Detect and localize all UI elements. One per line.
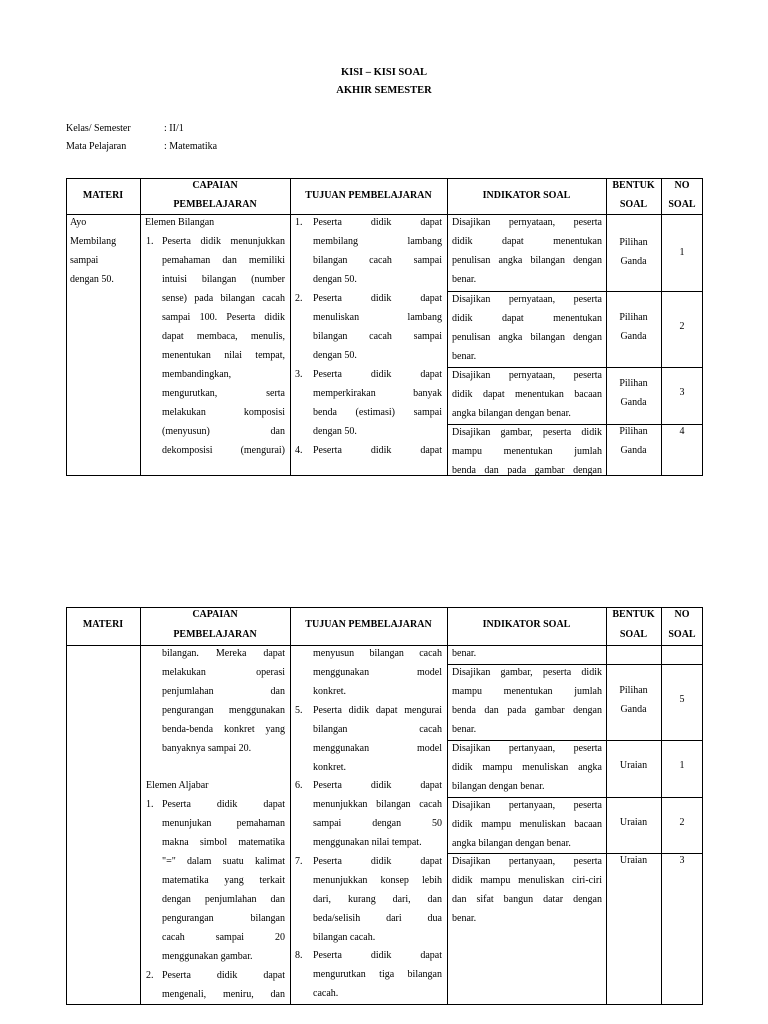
capaian-line: menunjukan pemahaman (162, 818, 285, 829)
capaian-line: dapat membaca, menulis, (162, 331, 285, 342)
capaian-line: dekomposisi (mengurai) (162, 445, 285, 456)
indikator-line: didik dapat menentukan (452, 236, 602, 247)
no-cell: 1 (679, 247, 685, 258)
indikator-line: benda dan pada gambar dengan (452, 465, 602, 476)
kelas-value: : II/1 (164, 123, 184, 134)
indikator-cell (452, 366, 602, 423)
tujuan-item (313, 365, 442, 441)
indikator-cell (452, 423, 602, 480)
tujuan-line: dengan 50. (313, 426, 357, 437)
bentuk-line: Ganda (620, 704, 647, 715)
indikator-line: Disajikan pertanyaan, peserta (452, 856, 602, 867)
table-2-col-divider (140, 607, 141, 1005)
tujuan-number: 8. (295, 950, 303, 961)
capaian-line: banyaknya sampai 20. (162, 743, 252, 754)
materi-line: Membilang (70, 236, 117, 247)
tujuan-line: Peserta didik dapat (313, 369, 442, 380)
tujuan-line: beda/selisih dari dua (313, 913, 442, 924)
document-title: KISI – KISI SOAL (340, 67, 428, 78)
tujuan-line: dengan 50. (313, 350, 357, 361)
indikator-line: didik mampu menuliskan ciri-ciri (452, 875, 602, 886)
header-indikator: INDIKATOR SOAL (482, 190, 571, 201)
capaian-line: cacah sampai 20 (162, 932, 285, 943)
header-materi: MATERI (82, 190, 124, 201)
tujuan-line: menyusun bilangan cacah (313, 648, 442, 659)
tujuan-line: Peserta didik dapat mengurai (313, 705, 442, 716)
tujuan-line: menunjukkan bilangan cacah (313, 799, 442, 810)
bentuk-cell (606, 681, 661, 719)
capaian-cell (145, 213, 285, 232)
indikator-cell (452, 213, 602, 289)
bentuk-line: Uraian (619, 760, 648, 771)
tujuan-line: Peserta didik dapat (313, 780, 442, 791)
indikator-line: angka bilangan dengan benar. (452, 838, 571, 849)
table-1-col-divider (447, 178, 448, 476)
no-cell: 3 (679, 387, 685, 398)
header-indikator: INDIKATOR SOAL (482, 619, 571, 630)
bentuk-cell (606, 851, 661, 870)
bentuk-line: Uraian (619, 817, 648, 828)
capaian-heading-cell (146, 776, 286, 795)
tujuan-line: dengan 50. (313, 274, 357, 285)
mapel-label: Mata Pelajaran (66, 141, 127, 152)
header-bentuk: BENTUK (612, 609, 655, 620)
tujuan-line: menuliskan lambang (313, 312, 442, 323)
header-materi: MATERI (82, 619, 124, 630)
header-no-2: SOAL (668, 629, 696, 640)
materi-line: sampai (70, 255, 99, 266)
tujuan-number: 5. (295, 705, 303, 716)
header-no: NO (674, 609, 690, 620)
capaian-heading: Elemen Bilangan (145, 217, 215, 228)
indikator-line: didik dapat menentukan bacaan (452, 389, 602, 400)
bentuk-line: Pilihan (619, 378, 648, 389)
tujuan-item (313, 946, 442, 1003)
capaian-line: mengenali, meniru, dan (162, 989, 285, 1000)
indikator-line: bilangan dengan benar. (452, 781, 545, 792)
indikator-line: benar. (452, 648, 477, 659)
capaian-line: matematika yang terkait (162, 875, 285, 886)
capaian-line: Peserta didik menunjukkan (162, 236, 285, 247)
indikator-line: mampu menentukan jumlah (452, 446, 602, 457)
indikator-cell (452, 663, 602, 739)
table-2-col-divider (606, 607, 607, 1005)
tujuan-item (313, 852, 442, 947)
tujuan-number: 6. (295, 780, 303, 791)
tujuan-line: bilangan cacah (313, 724, 442, 735)
table-1-col-divider (140, 178, 141, 476)
tujuan-line: memperkirakan banyak (313, 388, 442, 399)
no-cell: 2 (679, 321, 685, 332)
capaian-line: makna simbol matematika (162, 837, 285, 848)
document-subtitle: AKHIR SEMESTER (336, 85, 432, 96)
header-bentuk: BENTUK (612, 180, 655, 191)
tujuan-line: sampai dengan 50 (313, 818, 442, 829)
indikator-line: penulisan angka bilangan dengan (452, 332, 602, 343)
tujuan-line: bilangan cacah. (313, 932, 376, 943)
tujuan-line: konkret. (313, 686, 347, 697)
capaian-line: sense) pada bilangan cacah (162, 293, 285, 304)
header-bentuk-2: SOAL (619, 199, 648, 210)
header-bentuk-2: SOAL (619, 629, 648, 640)
indikator-line: Disajikan pernyataan, peserta (452, 294, 602, 305)
no-cell: 2 (679, 817, 685, 828)
tujuan-line: Peserta didik dapat (313, 950, 442, 961)
indikator-line: Disajikan gambar, peserta didik (452, 667, 602, 678)
header-capaian: CAPAIAN (192, 609, 238, 620)
indikator-line: benar. (452, 351, 477, 362)
indikator-line: benar. (452, 724, 477, 735)
capaian-line: melakukan operasi (162, 667, 285, 678)
tujuan-item (313, 644, 442, 701)
tujuan-number: 7. (295, 856, 303, 867)
bentuk-line: Uraian (619, 855, 648, 866)
capaian-line: Peserta didik dapat (162, 799, 285, 810)
bentuk-line: Pilihan (619, 312, 648, 323)
indikator-cell (452, 739, 602, 796)
indikator-line: angka bilangan dengan benar. (452, 408, 571, 419)
tujuan-line: menggunakan model (313, 667, 442, 678)
indikator-line: mampu menentukan jumlah (452, 686, 602, 697)
capaian-line: pemahaman dan memiliki (162, 255, 285, 266)
capaian-line: pengurangan bilangan (162, 913, 285, 924)
indikator-line: didik mampu menuliskan bacaan (452, 819, 602, 830)
capaian-line: "=" dalam suatu kalimat (162, 856, 285, 867)
indikator-cell (452, 644, 602, 663)
capaian-line: benda-benda konkret yang (162, 724, 285, 735)
bentuk-cell (606, 308, 661, 346)
bentuk-cell (606, 813, 661, 832)
indikator-cell (452, 852, 602, 928)
tujuan-line: menunjukkan konsep lebih (313, 875, 442, 886)
no-cell: 4 (679, 426, 685, 437)
table-2-col-divider (290, 607, 291, 1005)
tujuan-number: 4. (295, 445, 303, 456)
bentuk-cell (606, 422, 661, 460)
capaian-item (162, 795, 285, 966)
indikator-line: Disajikan pertanyaan, peserta (452, 800, 602, 811)
indikator-line: benda dan pada gambar dengan (452, 705, 602, 716)
capaian-line: Peserta didik dapat (162, 970, 285, 981)
bentuk-cell (606, 233, 661, 271)
tujuan-item (313, 776, 442, 852)
tujuan-line: membilang lambang (313, 236, 442, 247)
tujuan-number: 2. (295, 293, 303, 304)
indikator-line: dan sifat bangun datar dengan (452, 894, 602, 905)
capaian-number: 1. (146, 799, 154, 810)
capaian-number: 1. (146, 236, 154, 247)
table-1-col-divider (290, 178, 291, 476)
indikator-line: Disajikan gambar, peserta didik (452, 427, 602, 438)
capaian-line: menentukan nilai tempat, (162, 350, 285, 361)
tujuan-line: Peserta didik dapat (313, 445, 442, 456)
indikator-line: benar. (452, 913, 477, 924)
header-capaian: CAPAIAN (192, 180, 238, 191)
table-2-col-divider (447, 607, 448, 1005)
tujuan-line: menggunakan model (313, 743, 442, 754)
indikator-line: Disajikan pertanyaan, peserta (452, 743, 602, 754)
bentuk-line: Ganda (620, 256, 647, 267)
header-capaian-2: PEMBELAJARAN (173, 199, 257, 210)
no-cell: 5 (679, 694, 685, 705)
materi-cell (70, 213, 138, 289)
kelas-label: Kelas/ Semester (66, 123, 131, 134)
indikator-line: benar. (452, 274, 477, 285)
header-no-2: SOAL (668, 199, 696, 210)
bentuk-line: Pilihan (619, 426, 648, 437)
table-2-col-divider (661, 607, 662, 1005)
tujuan-line: konkret. (313, 762, 347, 773)
capaian-number: 2. (146, 970, 154, 981)
capaian-line: menggunakan gambar. (162, 951, 253, 962)
materi-line: dengan 50. (70, 274, 114, 285)
tujuan-item (313, 701, 442, 777)
no-cell: 1 (679, 760, 685, 771)
bentuk-line: Pilihan (619, 237, 648, 248)
tujuan-item (313, 441, 442, 460)
capaian-line: pengurangan menggunakan (162, 705, 285, 716)
indikator-line: didik dapat menentukan (452, 313, 602, 324)
capaian-line: membandingkan, (162, 369, 232, 380)
tujuan-line: Peserta didik dapat (313, 856, 442, 867)
tujuan-line: Peserta didik dapat (313, 217, 442, 228)
header-tujuan: TUJUAN PEMBELAJARAN (305, 190, 432, 201)
indikator-cell (452, 796, 602, 853)
tujuan-item (313, 289, 442, 365)
capaian-heading: Elemen Aljabar (146, 780, 209, 791)
header-capaian-2: PEMBELAJARAN (173, 629, 257, 640)
no-cell: 3 (679, 855, 685, 866)
capaian-line: penjumlahan dan (162, 686, 285, 697)
indikator-line: didik mampu menuliskan angka (452, 762, 602, 773)
capaian-line: intuisi bilangan (number (162, 274, 285, 285)
materi-line: Ayo (70, 217, 87, 228)
tujuan-line: cacah. (313, 988, 339, 999)
tujuan-number: 1. (295, 217, 303, 228)
tujuan-line: benda (estimasi) sampai (313, 407, 442, 418)
tujuan-number: 3. (295, 369, 303, 380)
header-no: NO (674, 180, 690, 191)
bentuk-line: Ganda (620, 445, 647, 456)
indikator-cell (452, 290, 602, 366)
capaian-line: sampai 100. Peserta didik (162, 312, 285, 323)
tujuan-line: mengurutkan tiga bilangan (313, 969, 442, 980)
bentuk-line: Ganda (620, 331, 647, 342)
tujuan-line: menggunakan nilai tempat. (313, 837, 422, 848)
tujuan-line: Peserta didik dapat (313, 293, 442, 304)
bentuk-cell (606, 756, 661, 775)
indikator-line: penulisan angka bilangan dengan (452, 255, 602, 266)
capaian-item (162, 644, 285, 758)
tujuan-line: bilangan cacah sampai (313, 255, 442, 266)
tujuan-item (313, 213, 442, 289)
bentuk-line: Pilihan (619, 685, 648, 696)
capaian-line: dengan penjumlahan dan (162, 894, 285, 905)
tujuan-line: bilangan cacah sampai (313, 331, 442, 342)
capaian-item (162, 232, 285, 460)
bentuk-cell (606, 374, 661, 412)
capaian-line: mengurutkan, serta (162, 388, 285, 399)
indikator-line: Disajikan pernyataan, peserta (452, 217, 602, 228)
indikator-line: Disajikan pernyataan, peserta (452, 370, 602, 381)
capaian-line: melakukan komposisi (162, 407, 285, 418)
capaian-line: (menyusun) dan (162, 426, 285, 437)
capaian-item (162, 966, 285, 1004)
mapel-value: : Matematika (164, 141, 218, 152)
header-tujuan: TUJUAN PEMBELAJARAN (305, 619, 432, 630)
tujuan-line: dari, kurang dari, dan (313, 894, 442, 905)
bentuk-line: Ganda (620, 397, 647, 408)
capaian-line: bilangan. Mereka dapat (162, 648, 285, 659)
